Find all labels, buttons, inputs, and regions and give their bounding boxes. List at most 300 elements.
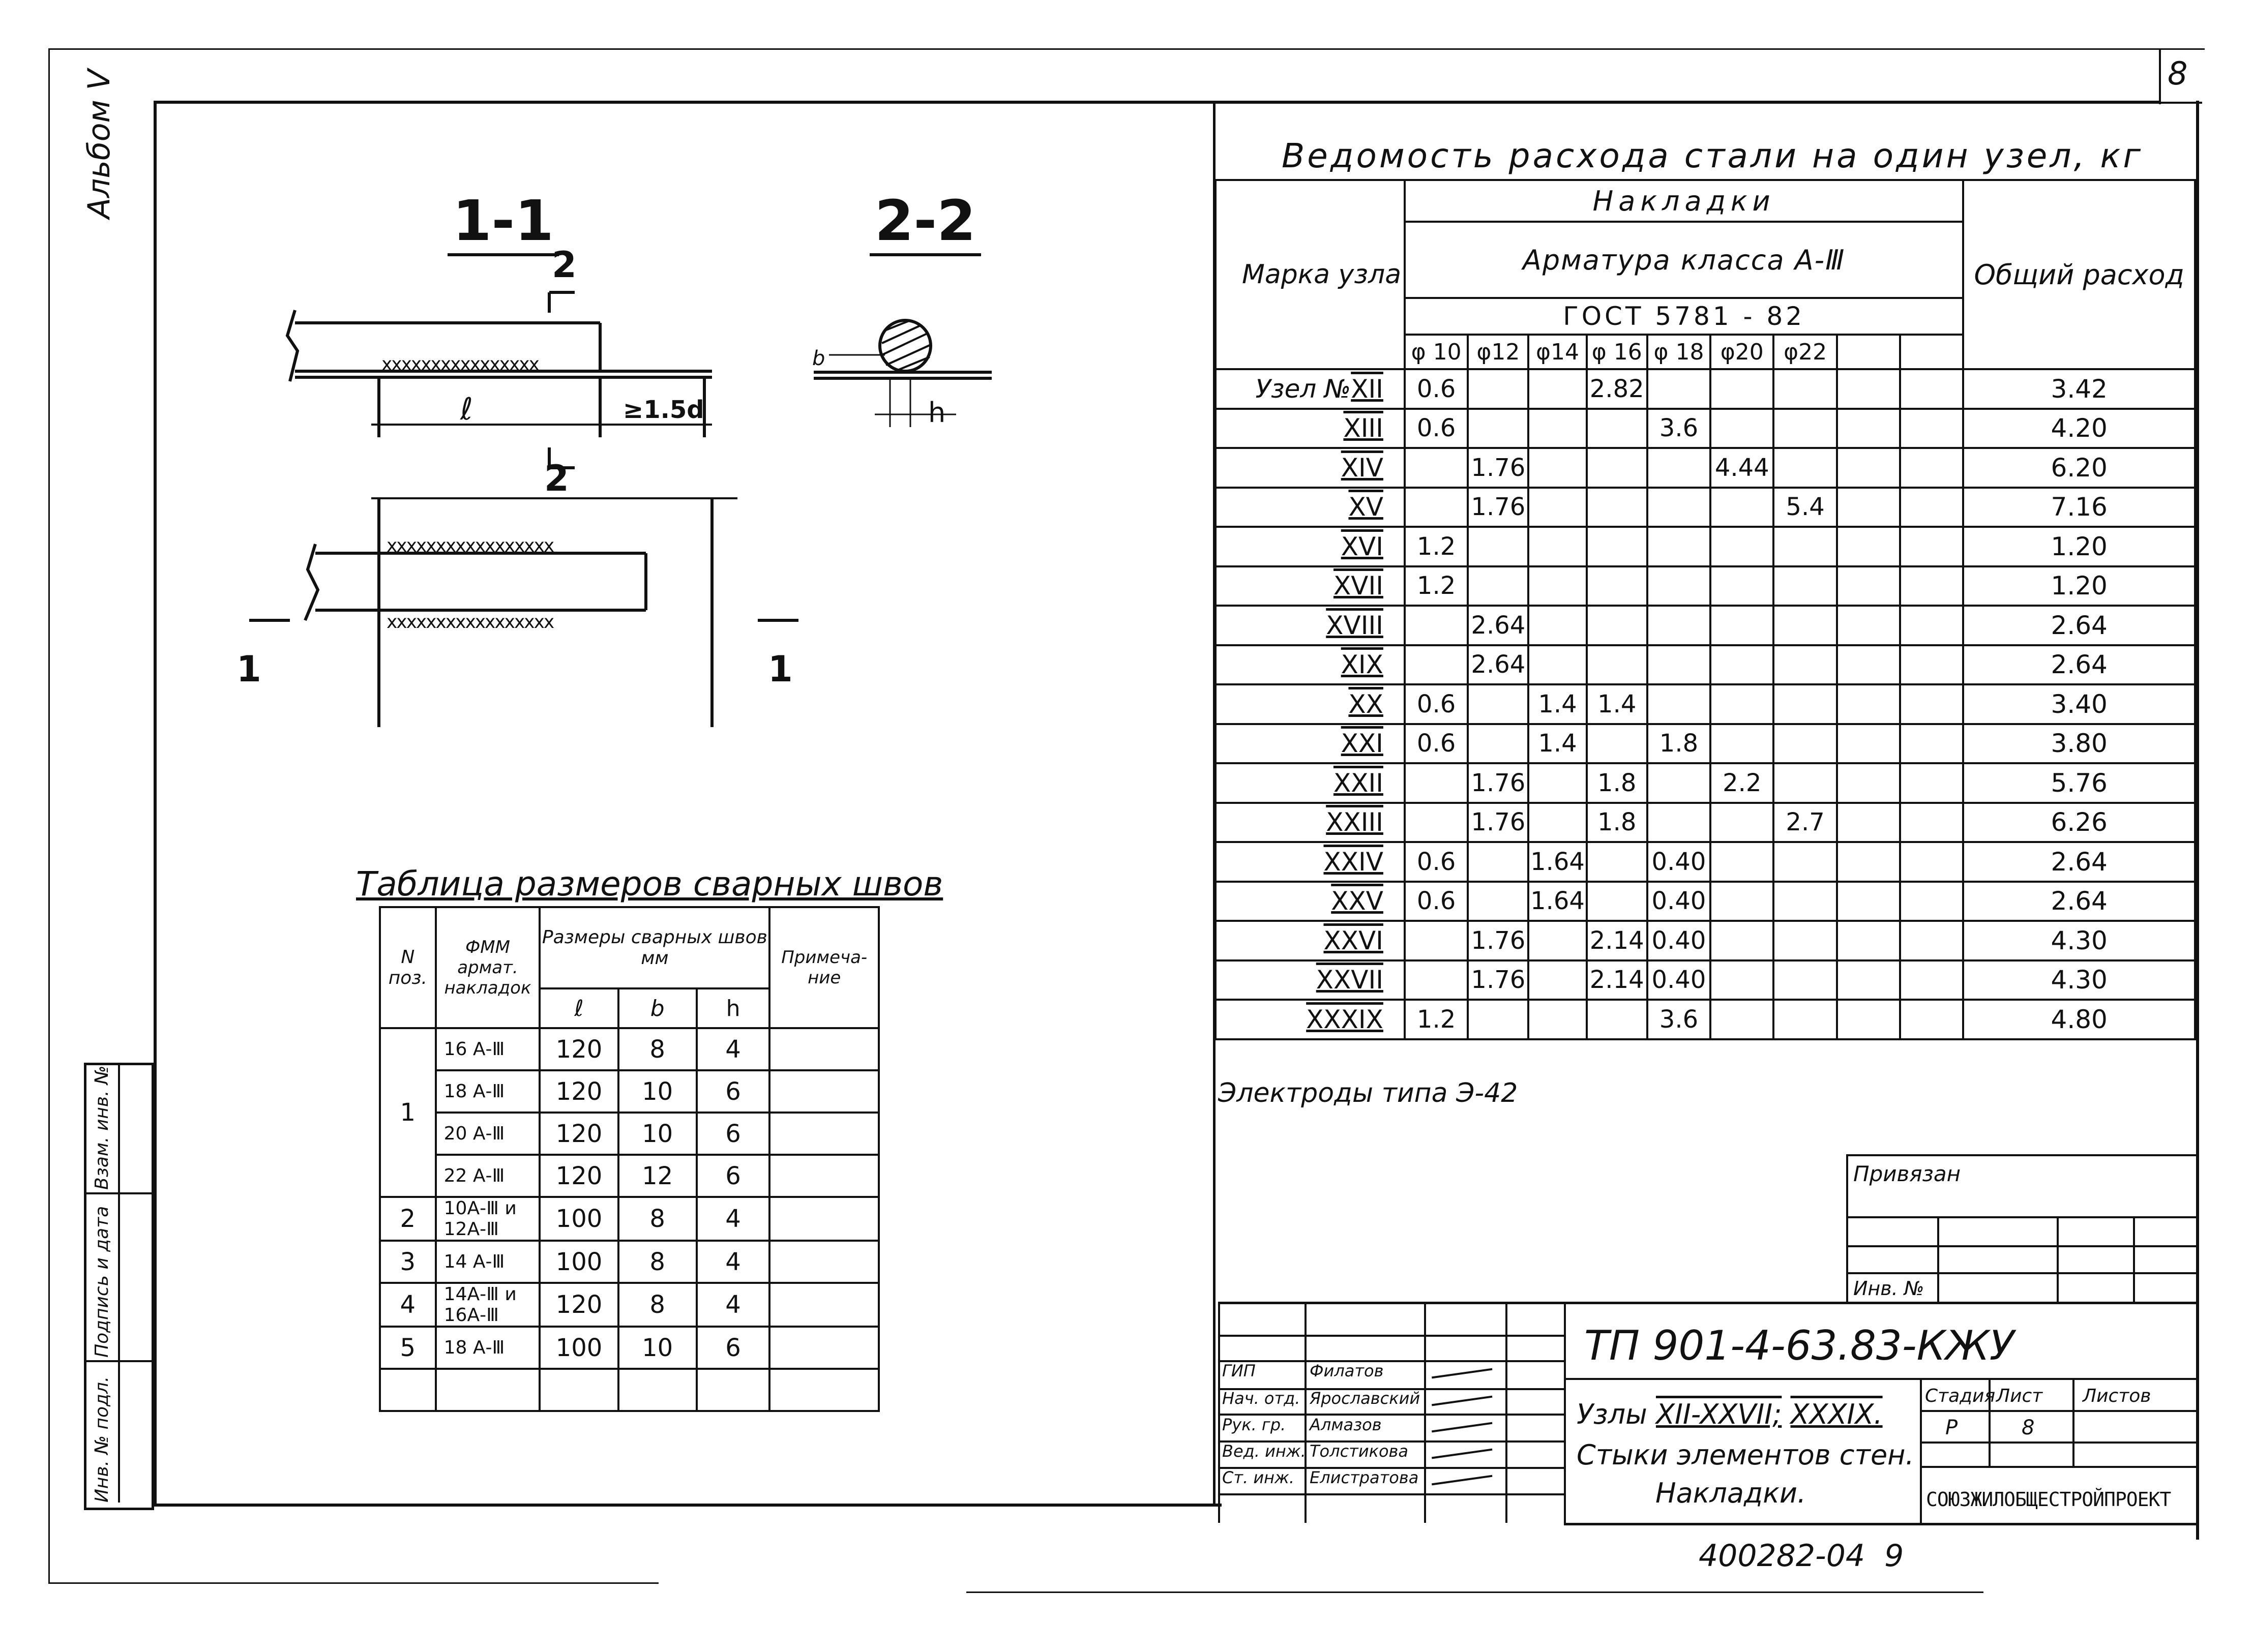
steel-cell-value [1900,803,1963,843]
dim-15d-label: ≥1.5d [623,396,704,424]
steel-cell-value [1773,409,1836,448]
steel-cell-value [1710,566,1773,606]
org-name: СОЮЗЖИЛОБЩЕСТРОЙПРОЕКТ [1926,1488,2171,1511]
section-1-title: 1-1 [448,188,559,256]
weld-cell-note [769,1113,879,1155]
weld-table-row [380,1197,879,1241]
steel-cell-value [1837,606,1900,645]
steel-hdr-diam: φ12 [1468,335,1528,369]
steel-cell-mark [1216,527,1405,566]
weld-cell-h: 6 [697,1327,770,1369]
cut-2-top-label: 2 [552,244,577,286]
steel-cell-value [1900,882,1963,921]
steel-cell-value: 0.6 [1405,882,1468,921]
stage-label: Стадия [1925,1386,1996,1406]
steel-mark-prefix: Узел № [1255,374,1351,404]
steel-cell-value [1405,448,1468,488]
weld-table-body [380,1028,879,1411]
steel-cell-total: 4.30 [1963,960,2195,1000]
section-drawings [229,244,992,727]
steel-cell-value [1773,684,1836,724]
steel-cell-value: 1.76 [1468,921,1528,960]
steel-mark-roman: XX [1348,689,1383,719]
steel-cell-mark [1216,882,1405,921]
steel-cell-value [1773,1000,1836,1039]
weld-cell-l: 120 [540,1070,618,1113]
steel-cell-value [1773,566,1836,606]
inv-label: Инв. № [1853,1277,1924,1300]
steel-cell-total: 4.30 [1963,921,2195,960]
steel-cell-value [1468,369,1528,409]
steel-cell-value: 2.7 [1773,803,1836,843]
weld-cell-b: 12 [618,1155,697,1197]
title-block [1218,1302,2196,1528]
weld-hdr-h: h [697,988,770,1028]
stamp-person-name: Филатов [1310,1361,1384,1380]
steel-cell-value: 1.2 [1405,1000,1468,1039]
steel-cell-value [1647,448,1710,488]
weld-hdr-diam: ФММ армат. накладок [436,907,540,1028]
steel-cell-value [1587,1000,1647,1039]
steel-cell-value [1528,369,1586,409]
steel-cell-value [1837,803,1900,843]
steel-cell-value [1405,763,1468,803]
weld-cell-b: 8 [618,1241,697,1283]
steel-table-row [1216,960,2195,1000]
sheet-value: 8 [2022,1416,2035,1439]
svg-text:xxxxxxxxxxxxxxxxx: xxxxxxxxxxxxxxxxx [387,612,554,633]
stamp-role: ГИП [1222,1361,1256,1380]
weld-cell-h: 6 [697,1070,770,1113]
steel-cell-value [1647,684,1710,724]
steel-cell-value [1710,803,1773,843]
weld-cell-note [769,1197,879,1241]
weld-cell-pos: 3 [380,1241,436,1283]
steel-cell-value [1528,527,1586,566]
steel-cell-mark [1216,566,1405,606]
weld-hdr-note: Примеча- ние [769,907,879,1028]
steel-table-title: Ведомость расхода стали на один узел, кг [1282,136,2144,175]
side-field-inv: Инв. № подл. [92,1376,112,1503]
steel-cell-value: 1.76 [1468,448,1528,488]
side-stamp [84,1063,154,1510]
steel-cell-value [1710,527,1773,566]
steel-cell-total: 4.20 [1963,409,2195,448]
steel-cell-value: 3.6 [1647,1000,1710,1039]
steel-cell-value [1405,803,1468,843]
steel-cell-value [1837,882,1900,921]
steel-cell-value [1900,409,1963,448]
cut-1-left-label: 1 [236,648,261,690]
steel-cell-value [1468,882,1528,921]
steel-cell-value [1837,763,1900,803]
steel-cell-value: 1.76 [1468,763,1528,803]
steel-table-row [1216,369,2195,409]
weld-table [379,906,880,1412]
steel-cell-value: 1.8 [1587,803,1647,843]
weld-table-row [380,1070,879,1113]
steel-cell-value [1710,842,1773,882]
steel-cell-value [1900,645,1963,685]
stamp-person-name: Алмазов [1310,1415,1382,1434]
steel-cell-value [1773,842,1836,882]
sheets-label: Листов [2083,1386,2151,1406]
steel-cell-value: 1.8 [1587,763,1647,803]
steel-cell-value [1710,684,1773,724]
weld-cell-b [618,1369,697,1411]
steel-cell-value [1587,566,1647,606]
cut-1-right-label: 1 [768,648,793,690]
steel-cell-value [1900,842,1963,882]
steel-cell-value [1468,527,1528,566]
steel-cell-value: 0.6 [1405,369,1468,409]
steel-hdr-group: Накладки [1405,180,1963,222]
steel-cell-value [1837,960,1900,1000]
steel-cell-value: 2.14 [1587,960,1647,1000]
weld-hdr-b: b [618,988,697,1028]
steel-cell-value: 1.2 [1405,527,1468,566]
steel-cell-value: 0.40 [1647,960,1710,1000]
steel-cell-value [1837,448,1900,488]
steel-cell-value: 0.6 [1405,842,1468,882]
steel-cell-mark [1216,369,1405,409]
steel-table-row [1216,921,2195,960]
steel-cell-value [1587,488,1647,527]
steel-cell-total: 3.80 [1963,724,2195,764]
steel-cell-value: 0.40 [1647,842,1710,882]
weld-cell-diam: 20 А-Ⅲ [436,1113,540,1155]
weld-cell-diam: 16 А-Ⅲ [436,1028,540,1070]
steel-cell-value [1710,409,1773,448]
steel-cell-value [1837,488,1900,527]
weld-cell-diam: 14А-Ⅲ и 16А-Ⅲ [436,1283,540,1327]
steel-cell-value [1773,763,1836,803]
steel-cell-value [1587,882,1647,921]
steel-cell-value [1837,684,1900,724]
steel-cell-value [1773,448,1836,488]
steel-table-row [1216,645,2195,685]
steel-cell-mark [1216,960,1405,1000]
steel-table-row [1216,882,2195,921]
weld-cell-note [769,1283,879,1327]
steel-cell-total: 4.80 [1963,1000,2195,1039]
svg-text:xxxxxxxxxxxxxxxxx: xxxxxxxxxxxxxxxxx [387,535,554,556]
steel-cell-value [1587,448,1647,488]
steel-cell-value [1647,763,1710,803]
steel-cell-value: 2.64 [1468,645,1528,685]
steel-cell-value [1528,488,1586,527]
steel-cell-value [1837,1000,1900,1039]
dim-h-label: h [928,397,946,429]
steel-cell-value [1837,409,1900,448]
signature-mark [1432,1396,1493,1408]
stamp-desc-line3: Накладки. [1655,1477,1806,1509]
steel-cell-value [1900,684,1963,724]
steel-table-row [1216,1000,2195,1039]
steel-cell-value [1528,606,1586,645]
cut-2-bottom-label: 2 [544,458,569,499]
steel-cell-value [1710,369,1773,409]
steel-mark-roman: XXII [1333,768,1383,798]
weld-cell-diam: 10А-Ⅲ и 12А-Ⅲ [436,1197,540,1241]
steel-cell-value [1528,763,1586,803]
steel-hdr-total: Общий расход [1963,180,2195,369]
steel-cell-value [1837,724,1900,764]
steel-cell-value [1647,527,1710,566]
steel-mark-roman: XVIII [1326,610,1383,640]
steel-cell-value [1773,527,1836,566]
steel-mark-roman: XVII [1333,571,1383,601]
steel-cell-value [1710,921,1773,960]
weld-hdr-sizes: Размеры сварных швов мм [540,907,769,988]
weld-cell-diam: 22 А-Ⅲ [436,1155,540,1197]
weld-cell-b: 10 [618,1327,697,1369]
steel-hdr-diam: φ 10 [1405,335,1468,369]
steel-cell-value [1900,1000,1963,1039]
steel-mark-roman: XIII [1343,413,1383,443]
steel-cell-mark [1216,1000,1405,1039]
steel-cell-total: 6.26 [1963,803,2195,843]
steel-cell-value [1710,606,1773,645]
steel-cell-value: 1.76 [1468,960,1528,1000]
steel-hdr-diam: φ14 [1528,335,1586,369]
weld-cell-l: 100 [540,1241,618,1283]
steel-cell-value [1528,448,1586,488]
weld-cell-note [769,1369,879,1411]
steel-cell-value [1710,960,1773,1000]
weld-cell-diam: 18 А-Ⅲ [436,1070,540,1113]
steel-cell-value: 1.76 [1468,803,1528,843]
weld-cell-b: 8 [618,1197,697,1241]
steel-table-body [1216,369,2195,1039]
page-number: 8 [2168,55,2188,92]
weld-cell-h: 4 [697,1028,770,1070]
steel-hdr-gost: ГОСТ 5781 - 82 [1405,298,1963,335]
steel-cell-value [1900,566,1963,606]
signature-mark [1432,1449,1493,1461]
steel-cell-value [1837,842,1900,882]
steel-mark-roman: XXIV [1323,847,1383,877]
steel-mark-roman: XXI [1341,729,1383,759]
steel-cell-value [1900,527,1963,566]
steel-cell-total: 2.64 [1963,882,2195,921]
steel-table-row [1216,527,2195,566]
side-field-replace: Взам. инв. № [92,1065,112,1190]
steel-cell-value [1647,369,1710,409]
steel-cell-total: 1.20 [1963,527,2195,566]
steel-cell-value: 4.44 [1710,448,1773,488]
steel-cell-value [1528,960,1586,1000]
steel-cell-value [1468,724,1528,764]
weld-cell-h: 6 [697,1155,770,1197]
steel-cell-value [1587,724,1647,764]
steel-cell-value [1710,882,1773,921]
steel-cell-value [1405,645,1468,685]
steel-cell-value [1528,803,1586,843]
steel-table-row [1216,606,2195,645]
steel-cell-total: 3.40 [1963,684,2195,724]
steel-cell-value [1468,684,1528,724]
weld-cell-h [697,1369,770,1411]
steel-cell-value: 0.6 [1405,409,1468,448]
weld-cell-l: 120 [540,1028,618,1070]
steel-cell-value [1773,960,1836,1000]
steel-cell-value: 1.64 [1528,882,1586,921]
electrode-note: Электроды типа Э-42 [1218,1078,1518,1108]
steel-cell-total: 5.76 [1963,763,2195,803]
steel-cell-value [1647,803,1710,843]
steel-table-row [1216,842,2195,882]
weld-table-row [380,1327,879,1369]
weld-cell-l: 120 [540,1283,618,1327]
steel-cell-value [1528,645,1586,685]
steel-cell-total: 7.16 [1963,488,2195,527]
steel-cell-mark [1216,842,1405,882]
weld-cell-b: 8 [618,1283,697,1327]
steel-cell-mark [1216,921,1405,960]
steel-hdr-diam: φ 16 [1587,335,1647,369]
stamp-role: Ст. инж. [1222,1468,1295,1487]
weld-cell-l: 100 [540,1197,618,1241]
steel-cell-value [1587,606,1647,645]
steel-cell-value [1528,409,1586,448]
steel-cell-value [1900,369,1963,409]
steel-cell-value [1405,488,1468,527]
stamp-desc-range: XII-XXVII; [1655,1398,1782,1430]
weld-cell-l: 120 [540,1155,618,1197]
steel-mark-roman: XXIII [1326,807,1383,837]
steel-cell-value [1587,409,1647,448]
steel-cell-value: 1.2 [1405,566,1468,606]
steel-table-row [1216,803,2195,843]
weld-cell-h: 4 [697,1283,770,1327]
steel-mark-roman: XXVII [1316,965,1383,995]
steel-cell-total: 2.64 [1963,606,2195,645]
steel-hdr-diam: φ20 [1710,335,1773,369]
steel-cell-value [1837,369,1900,409]
steel-cell-value [1528,1000,1586,1039]
steel-cell-value [1405,606,1468,645]
privyazan-block [1846,1154,2198,1304]
steel-mark-roman: XXXIX [1306,1004,1383,1034]
steel-cell-value: 2.82 [1587,369,1647,409]
steel-cell-value [1468,409,1528,448]
steel-mark-roman: XXVI [1323,925,1383,955]
steel-cell-mark [1216,724,1405,764]
steel-cell-value [1528,566,1586,606]
steel-cell-value [1773,921,1836,960]
dim-b-label: b [812,347,825,370]
steel-table-row [1216,409,2195,448]
steel-cell-value [1647,488,1710,527]
stamp-desc-prefix: Узлы [1577,1398,1647,1430]
steel-cell-value: 1.76 [1468,488,1528,527]
weld-cell-note [769,1327,879,1369]
stamp-person-name: Ярославский [1310,1389,1420,1408]
stage-value: Р [1945,1416,1958,1439]
steel-mark-roman: XV [1348,492,1383,522]
steel-cell-value: 2.2 [1710,763,1773,803]
weld-cell-l [540,1369,618,1411]
side-field-sign: Подпись и дата [92,1206,112,1358]
weld-cell-note [769,1241,879,1283]
steel-hdr-diam [1900,335,1963,369]
signature-mark [1432,1475,1493,1488]
steel-cell-value: 1.64 [1528,842,1586,882]
weld-cell-pos: 1 [380,1028,436,1197]
weld-table-row [380,1155,879,1197]
steel-cell-value [1587,842,1647,882]
steel-hdr-rebar: Арматура класса А-Ⅲ [1405,222,1963,298]
steel-hdr-diam: φ22 [1773,335,1836,369]
stamp-code: ТП 901-4-63.83-КЖУ [1584,1322,2014,1369]
steel-mark-roman: XXV [1331,886,1383,916]
steel-table-row [1216,763,2195,803]
weld-cell-diam: 18 А-Ⅲ [436,1327,540,1369]
steel-cell-value [1900,960,1963,1000]
steel-hdr-mark: Марка узла [1216,180,1405,369]
steel-cell-value: 5.4 [1773,488,1836,527]
section-2-title: 2-2 [870,188,981,256]
steel-cell-value: 2.14 [1587,921,1647,960]
weld-cell-l: 100 [540,1327,618,1369]
privyazan-label: Привязан [1853,1161,1961,1186]
steel-cell-value [1710,645,1773,685]
weld-cell-pos: 2 [380,1197,436,1241]
steel-cell-mark [1216,645,1405,685]
steel-cell-mark [1216,409,1405,448]
steel-cell-value [1900,606,1963,645]
steel-cell-value: 1.4 [1587,684,1647,724]
stamp-desc-line1 [1577,1398,1883,1430]
weld-cell-b: 10 [618,1113,697,1155]
stamp-desc-extra: XXXIX. [1790,1398,1883,1430]
weld-cell-note [769,1155,879,1197]
weld-hdr-l: ℓ [540,988,618,1028]
weld-table-row [380,1113,879,1155]
steel-cell-value [1405,921,1468,960]
weld-cell-note [769,1070,879,1113]
weld-hdr-pos: N поз. [380,907,436,1028]
steel-cell-total: 2.64 [1963,645,2195,685]
steel-cell-value [1647,645,1710,685]
weld-cell-b: 8 [618,1028,697,1070]
steel-table-row [1216,488,2195,527]
steel-table-row [1216,448,2195,488]
steel-cell-value [1468,842,1528,882]
steel-cell-value [1837,645,1900,685]
steel-cell-mark [1216,448,1405,488]
weld-cell-h: 6 [697,1113,770,1155]
steel-mark-roman: XIV [1341,453,1383,483]
weld-cell-h: 4 [697,1241,770,1283]
steel-cell-mark [1216,606,1405,645]
weld-cell-b: 10 [618,1070,697,1113]
steel-cell-value [1773,645,1836,685]
weld-table-row [380,1241,879,1283]
stamp-person-name: Елистратова [1310,1468,1419,1487]
weld-cell-pos: 4 [380,1283,436,1327]
steel-cell-value: 1.4 [1528,684,1586,724]
weld-cell-pos: 5 [380,1327,436,1369]
signature-mark [1432,1422,1493,1435]
steel-cell-value [1647,606,1710,645]
steel-cell-value [1587,527,1647,566]
steel-cell-total: 6.20 [1963,448,2195,488]
steel-cell-value [1468,566,1528,606]
steel-table-row [1216,566,2195,606]
weld-cell-note [769,1028,879,1070]
